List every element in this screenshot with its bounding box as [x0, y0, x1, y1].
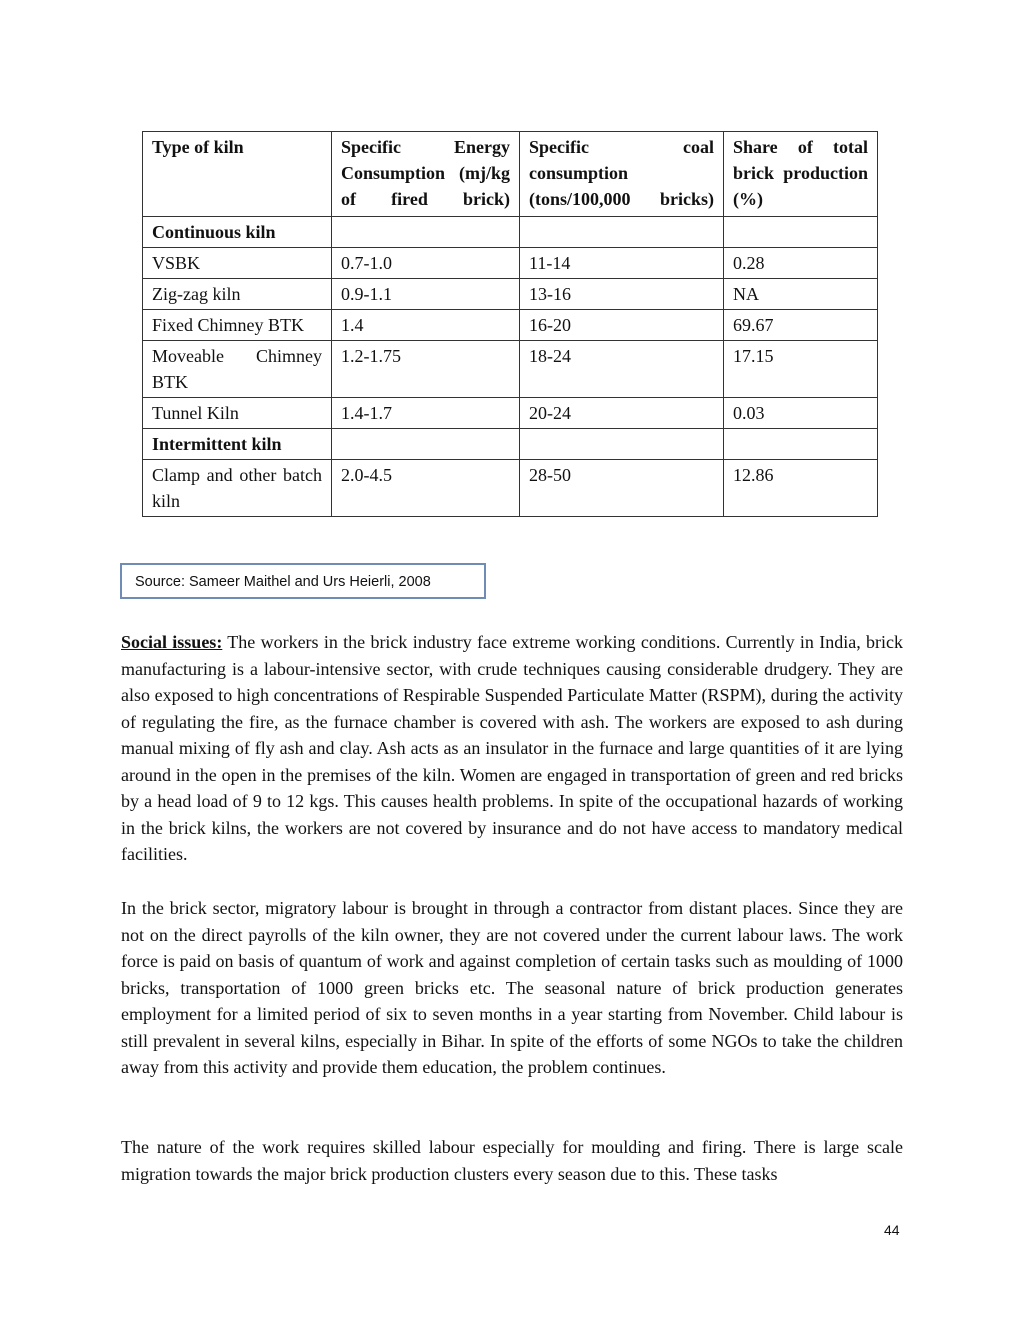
group-row-intermittent	[143, 429, 878, 460]
coal-cell: 18-24	[520, 341, 724, 398]
coal-cell: 28-50	[520, 460, 724, 517]
energy-cell: 0.7-1.0	[332, 248, 520, 279]
header-type-of-kiln: Type of kiln	[143, 132, 332, 217]
kiln-type-cell: Zig-zag kiln	[143, 279, 332, 310]
source-caption-box	[120, 563, 486, 599]
table-row	[143, 460, 878, 517]
group-row-continuous	[143, 217, 878, 248]
kiln-type-cell: Clamp and other batch kiln	[143, 460, 332, 517]
table-header-row	[143, 132, 878, 217]
table-row	[143, 248, 878, 279]
table-row	[143, 310, 878, 341]
section-heading-social-issues: Social issues:	[121, 632, 223, 652]
kiln-type-cell: Fixed Chimney BTK	[143, 310, 332, 341]
share-cell: 12.86	[724, 460, 878, 517]
share-cell: NA	[724, 279, 878, 310]
kiln-comparison-table	[142, 131, 878, 517]
coal-cell: 11-14	[520, 248, 724, 279]
table-row	[143, 341, 878, 398]
share-cell: 69.67	[724, 310, 878, 341]
header-share-production: Share of total brick production (%)	[724, 132, 878, 217]
coal-cell: 13-16	[520, 279, 724, 310]
page-number: 44	[884, 1222, 900, 1238]
energy-cell: 1.2-1.75	[332, 341, 520, 398]
paragraph-text: The workers in the brick industry face extreme working conditions. Currently in India, brick manufacturing is a labour-intensive sector, with crude techniques causing considerable drudgery. They are also exposed to high concentrations of Respirable Suspended Particulate Matter (RSPM), during the activity of regulating the fire, as the furnace chamber is covered with ash. The workers are exposed to ash during manual mixing of fly ash and clay. Ash acts as an insulator in the furnace and large quantities of it are lying around in the open in the premises of the kiln. Women are engaged in transportation of green and red bricks by a head load of 9 to 12 kgs. This causes health problems. In spite of the occupational hazards of working in the brick kilns, the workers are not covered by insurance and do not have access to mandatory medical facilities.	[121, 632, 903, 864]
header-specific-energy: Specific Energy Consumption (mj/kg of fired brick)	[332, 132, 520, 217]
source-caption: Source: Sameer Maithel and Urs Heierli, 2008	[135, 574, 431, 590]
kiln-type-cell: VSBK	[143, 248, 332, 279]
group-label: Intermittent kiln	[143, 429, 332, 460]
paragraph-skilled-labour: The nature of the work requires skilled labour especially for moulding and firing. There is large scale migration towards the major brick production clusters every season due to this. These tasks	[121, 1137, 903, 1184]
table-row	[143, 279, 878, 310]
paragraph-migratory-labour: In the brick sector, migratory labour is brought in through a contractor from distant places. Since they are not on the direct payrolls of the kiln owner, they are not covered under the current labour laws. The work force is paid on basis of quantum of work and against completion of certain tasks such as moulding of 1000 bricks, transportation of 1000 green bricks etc. The seasonal nature of brick production generates employment for a limited period of six to seven months in a year starting from November. Child labour is still prevalent in several kilns, especially in Bihar. In spite of the efforts of some NGOs to take the children away from this activity and provide them education, the problem continues.	[121, 898, 903, 1077]
paragraph-social-issues	[121, 629, 903, 868]
energy-cell: 0.9-1.1	[332, 279, 520, 310]
header-specific-coal: Specific coal consumption (tons/100,000 bricks)	[520, 132, 724, 217]
table-row	[143, 398, 878, 429]
energy-cell: 1.4	[332, 310, 520, 341]
kiln-type-cell: Tunnel Kiln	[143, 398, 332, 429]
energy-cell: 1.4-1.7	[332, 398, 520, 429]
group-label: Continuous kiln	[143, 217, 332, 248]
kiln-type-cell: Moveable Chimney BTK	[143, 341, 332, 398]
coal-cell: 16-20	[520, 310, 724, 341]
share-cell: 0.28	[724, 248, 878, 279]
share-cell: 17.15	[724, 341, 878, 398]
share-cell: 0.03	[724, 398, 878, 429]
coal-cell: 20-24	[520, 398, 724, 429]
energy-cell: 2.0-4.5	[332, 460, 520, 517]
